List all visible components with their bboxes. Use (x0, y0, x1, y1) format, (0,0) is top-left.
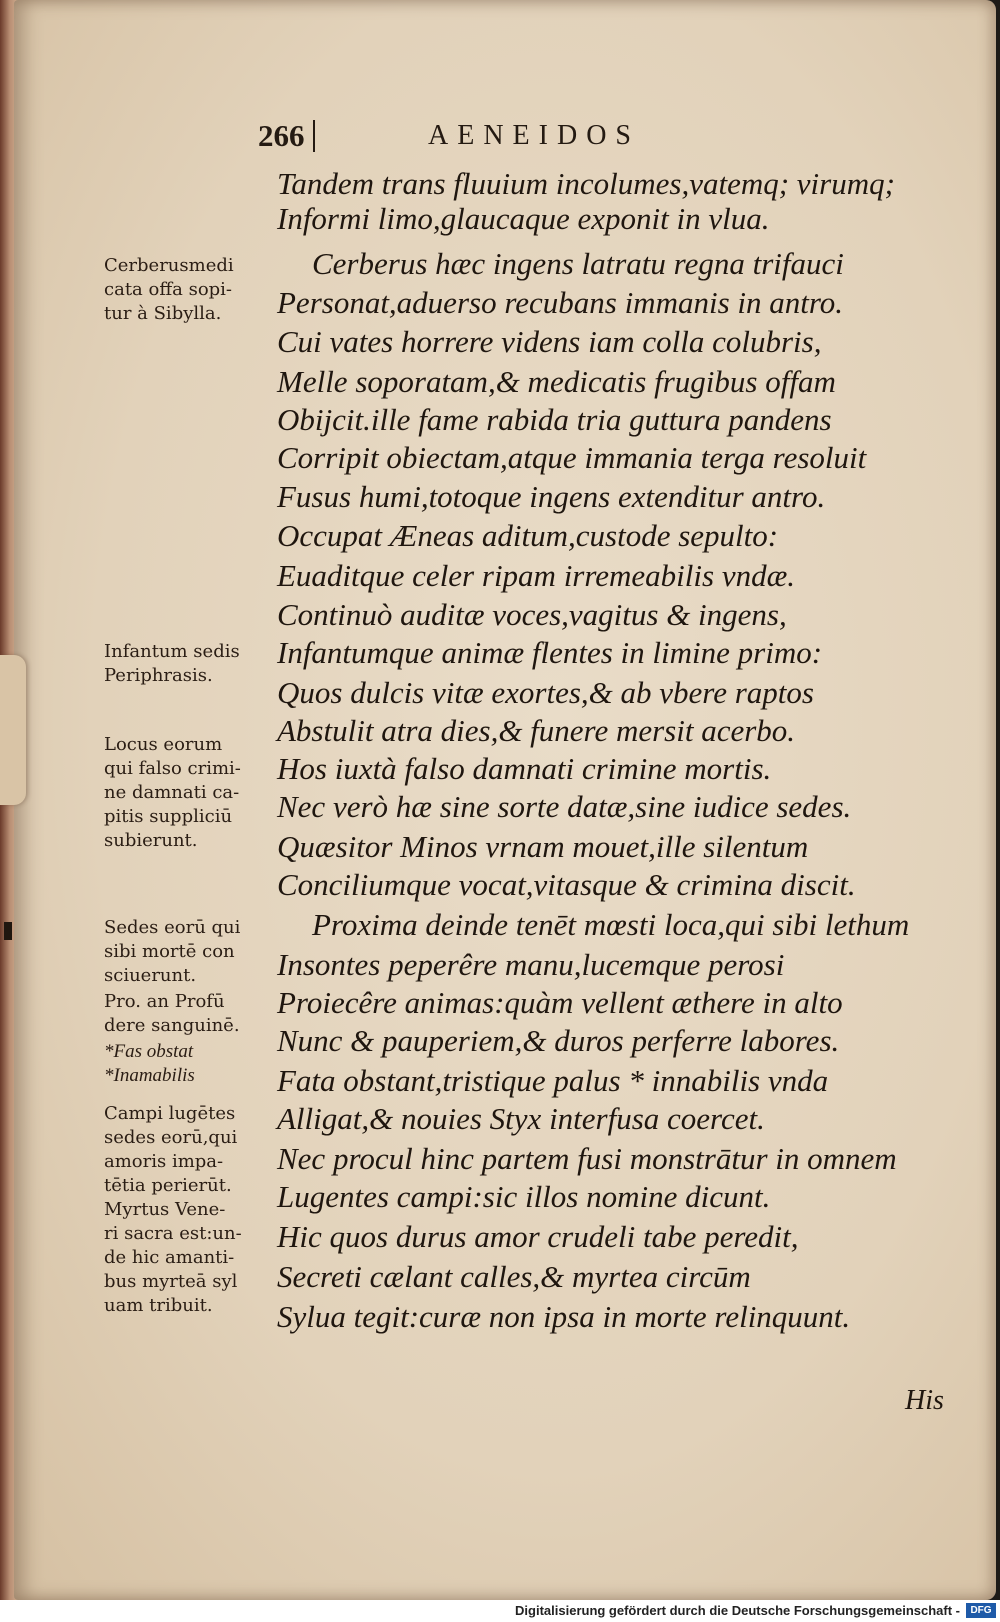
verse-line: Melle soporatam,& medicatis frugibus offam (277, 364, 836, 399)
verse-line: Secreti cælant calles,& myrtea circūm (277, 1259, 751, 1294)
verse-line: Hos iuxtà falso damnati crimine mortis. (277, 751, 772, 786)
verse-line: Sylua tegit:curæ non ipsa in morte relinquunt. (277, 1299, 851, 1334)
margin-note: Cerberusmedi cata offa sopi- tur à Sibylla. (104, 255, 234, 324)
footer-credit: Digitalisierung gefördert durch die Deutsche Forschungsgemeinschaft - (515, 1603, 960, 1618)
verse-line: Informi limo,glaucaque exponit in vlua. (277, 201, 770, 236)
footer-bar (0, 1600, 1000, 1622)
verse-line: Continuò auditæ voces,vagitus & ingens, (277, 597, 787, 632)
verse-line: Hic quos durus amor crudeli tabe peredit, (277, 1219, 799, 1254)
margin-note: Infantum sedis Periphrasis. (104, 641, 240, 686)
dfg-logo: DFG (966, 1603, 996, 1618)
verse-line: Nec procul hinc partem fusi monstrātur in omnem (277, 1141, 897, 1176)
running-head: AENEIDOS (428, 120, 640, 151)
verse-line: Abstulit atra dies,& funere mersit acerbo. (277, 713, 796, 748)
catchword: His (905, 1385, 944, 1416)
verse-line: Fata obstant,tristique palus * innabilis vnda (277, 1063, 829, 1098)
margin-note: Sedes eorū qui sibi mortē con sciuerunt. (104, 917, 241, 986)
verse-line: Cui vates horrere videns iam colla colubris, (277, 324, 822, 359)
verse-line: Tandem trans fluuium incolumes,vatemq; virumq; (277, 166, 895, 201)
margin-note: Pro. an Profū dere sanguinē. (104, 991, 240, 1036)
verse-line: Quos dulcis vitæ exortes,& ab vbere raptos (277, 675, 814, 710)
verse-line: Insontes peperêre manu,lucemque perosi (277, 947, 785, 982)
verse-line: Occupat Æneas aditum,custode sepulto: (277, 518, 779, 553)
margin-note: Locus eorum qui falso crimi- ne damnati ca- pitis suppliciū subierunt. (104, 734, 241, 851)
margin-note: Campi lugētes sedes eorū,qui amoris impa- tētia perierūt. Myrtus Vene- ri sacra est:un- de hic amanti- bus myrteā syl uam tribuit. (104, 1103, 242, 1316)
verse-line: Conciliumque vocat,vitasque & crimina discit. (277, 867, 856, 902)
page-tab-strip (0, 655, 26, 805)
edge-mark (4, 922, 12, 940)
page-header (258, 118, 778, 158)
verse-line: Proxima deinde tenēt mœsti loca,qui sibi lethum (312, 907, 910, 942)
verse-line: Fusus humi,totoque ingens extenditur antro. (277, 479, 826, 514)
verse-line: Alligat,& nouies Styx interfusa coercet. (277, 1101, 765, 1136)
verse-line: Corripit obiectam,atque immania terga resoluit (277, 440, 867, 475)
verse-line: Infantumque animæ flentes in limine primo: (277, 635, 823, 670)
verse-line: Proiecêre animas:quàm vellent æthere in alto (277, 985, 843, 1020)
verse-line: Nunc & pauperiem,& duros perferre labores. (277, 1023, 840, 1058)
verse-line: Nec verò hæ sine sorte datæ,sine iudice sedes. (277, 789, 852, 824)
verse-line: Quæsitor Minos vrnam mouet,ille silentum (277, 829, 809, 864)
verse-line: Lugentes campi:sic illos nomine dicunt. (277, 1179, 771, 1214)
page-number: 266 (258, 118, 305, 153)
verse-line: Cerberus hæc ingens latratu regna trifauci (312, 246, 844, 281)
verse-line: Euaditque celer ripam irremeabilis vndæ. (277, 558, 796, 593)
verse-line: Personat,aduerso recubans immanis in antro. (277, 285, 844, 320)
margin-note: *Fas obstat *Inamabilis (104, 1041, 195, 1086)
verse-line: Obijcit.ille fame rabida tria guttura pandens (277, 402, 832, 437)
